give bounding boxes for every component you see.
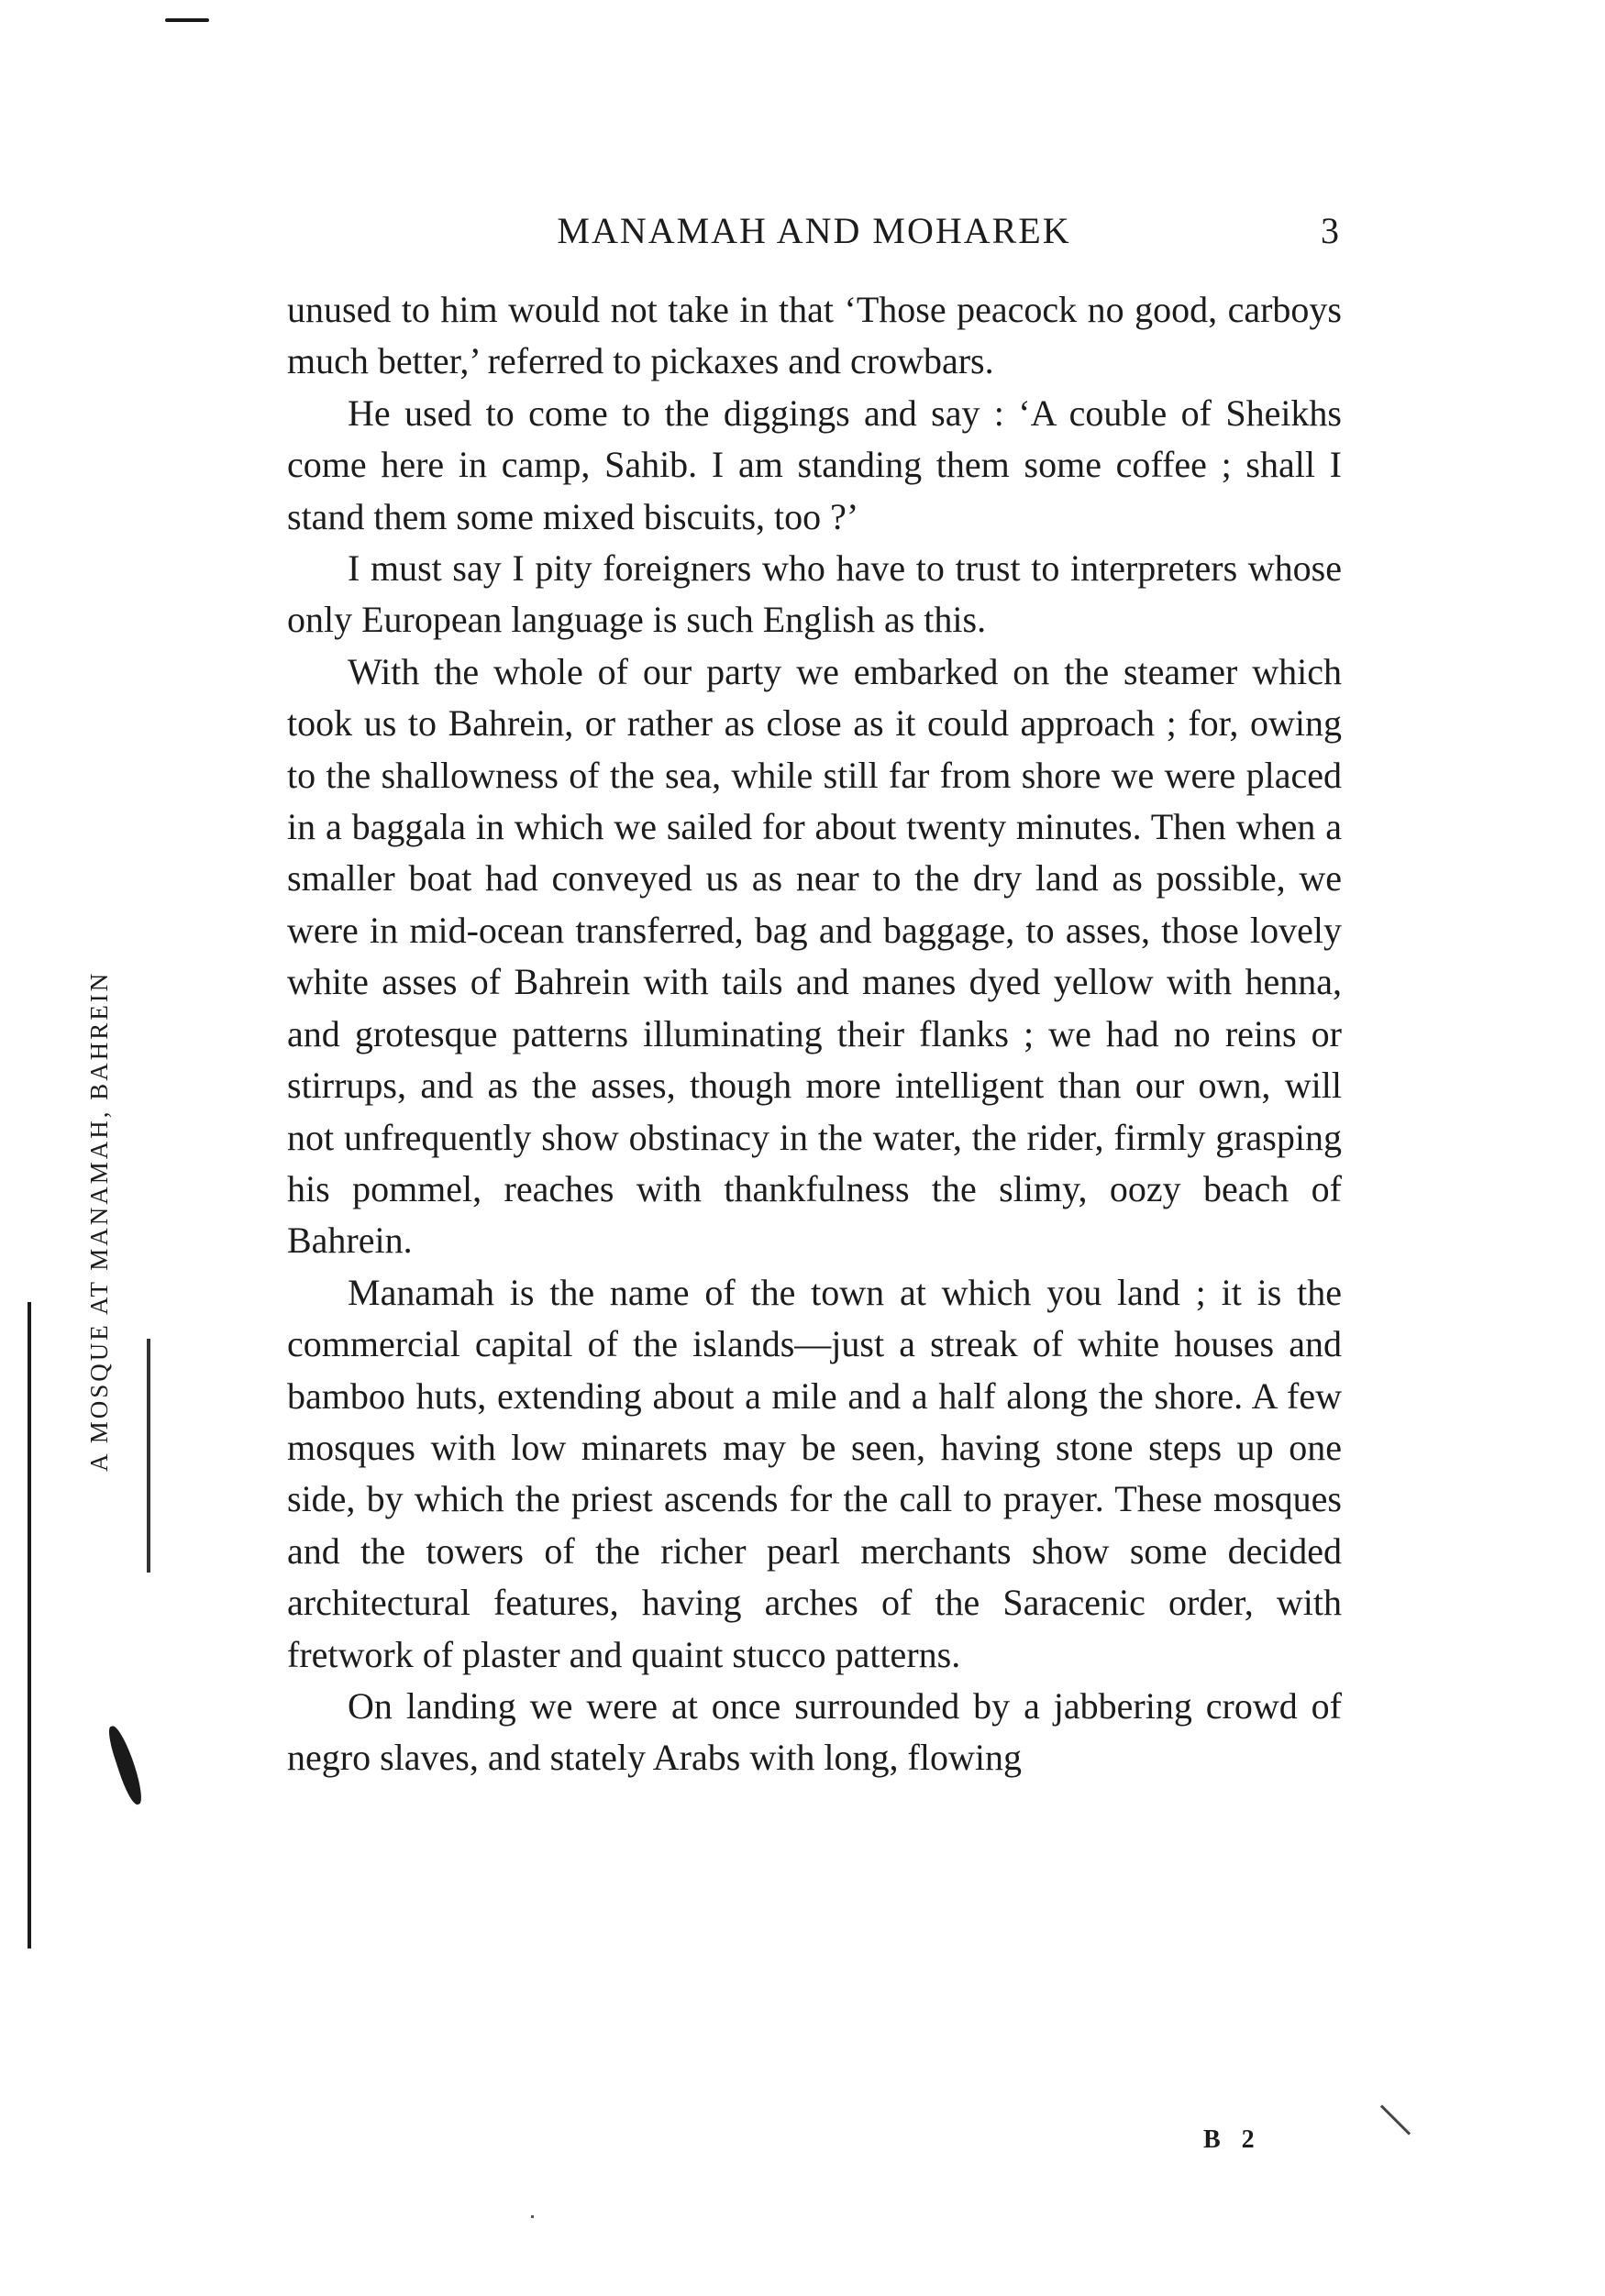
plate-edge-line	[147, 1339, 150, 1573]
signature-mark: B 2	[1203, 2125, 1262, 2154]
paragraph: He used to come to the diggings and say : ‘A couble of Sheikhs come here in camp, Sahib. I am standing them some coffee ; shall I stand them some mixed biscuits, too ?’	[287, 392, 1342, 537]
running-title: MANAMAH AND MOHAREK	[557, 210, 1071, 251]
paragraph: With the whole of our party we embarked on the steamer which took us to Bahrein, or rather as close as it could approach ; for, owing to the shallowness of the sea, while still far from shore we were placed in a baggala in which we sailed for about twenty minutes. Then when a smaller boat had conveyed us as near to the dry land as possible, we were in mid-ocean transferred, bag and baggage, to asses, those lovely white asses of Bahrein with tails and manes dyed yellow with henna, and grotesque patterns illuminating their flanks ; we had no reins or stirrups, and as the asses, though more intelligent than our own, will not unfrequently show obstinacy in the water, the rider, firmly grasping his pommel, reaches with thankfulness the slimy, oozy beach of Bahrein.	[287, 650, 1342, 1262]
paragraph: Manamah is the name of the town at which you land ; it is the commercial capital of the islands—just a streak of white houses and bamboo huts, extending about a mile and a half along the shore. A few mosques with low minarets may be seen, having stone steps up one side, by which the priest ascends for the call to prayer. These mosques and the towers of the richer pearl merchants show some decided architectural features, having arches of the Saracenic order, with fretwork of plaster and quaint stucco patterns.	[287, 1271, 1342, 1675]
scan-artifact	[1380, 2104, 1411, 2135]
binding-edge-line	[28, 1302, 31, 1948]
scan-artifact	[165, 18, 209, 22]
paragraph-continued: unused to him would not take in that ‘Those peacock no good, carboys much better,’ referred to pickaxes and crowbars.	[287, 289, 1342, 382]
plate-caption: A MOSQUE AT MANAMAH, BAHREIN	[85, 970, 113, 1472]
paragraph: I must say I pity foreigners who have to trust to interpreters whose only European language is such English as this.	[287, 547, 1342, 641]
running-head	[289, 204, 1339, 259]
text-body	[287, 284, 1342, 1784]
paragraph: On landing we were at once surrounded by a jabbering crowd of negro slaves, and stately Arabs with long, flowing	[287, 1684, 1342, 1779]
page-number: 3	[1321, 210, 1339, 251]
scan-artifact	[531, 2215, 534, 2218]
ink-blot	[105, 1723, 147, 1806]
